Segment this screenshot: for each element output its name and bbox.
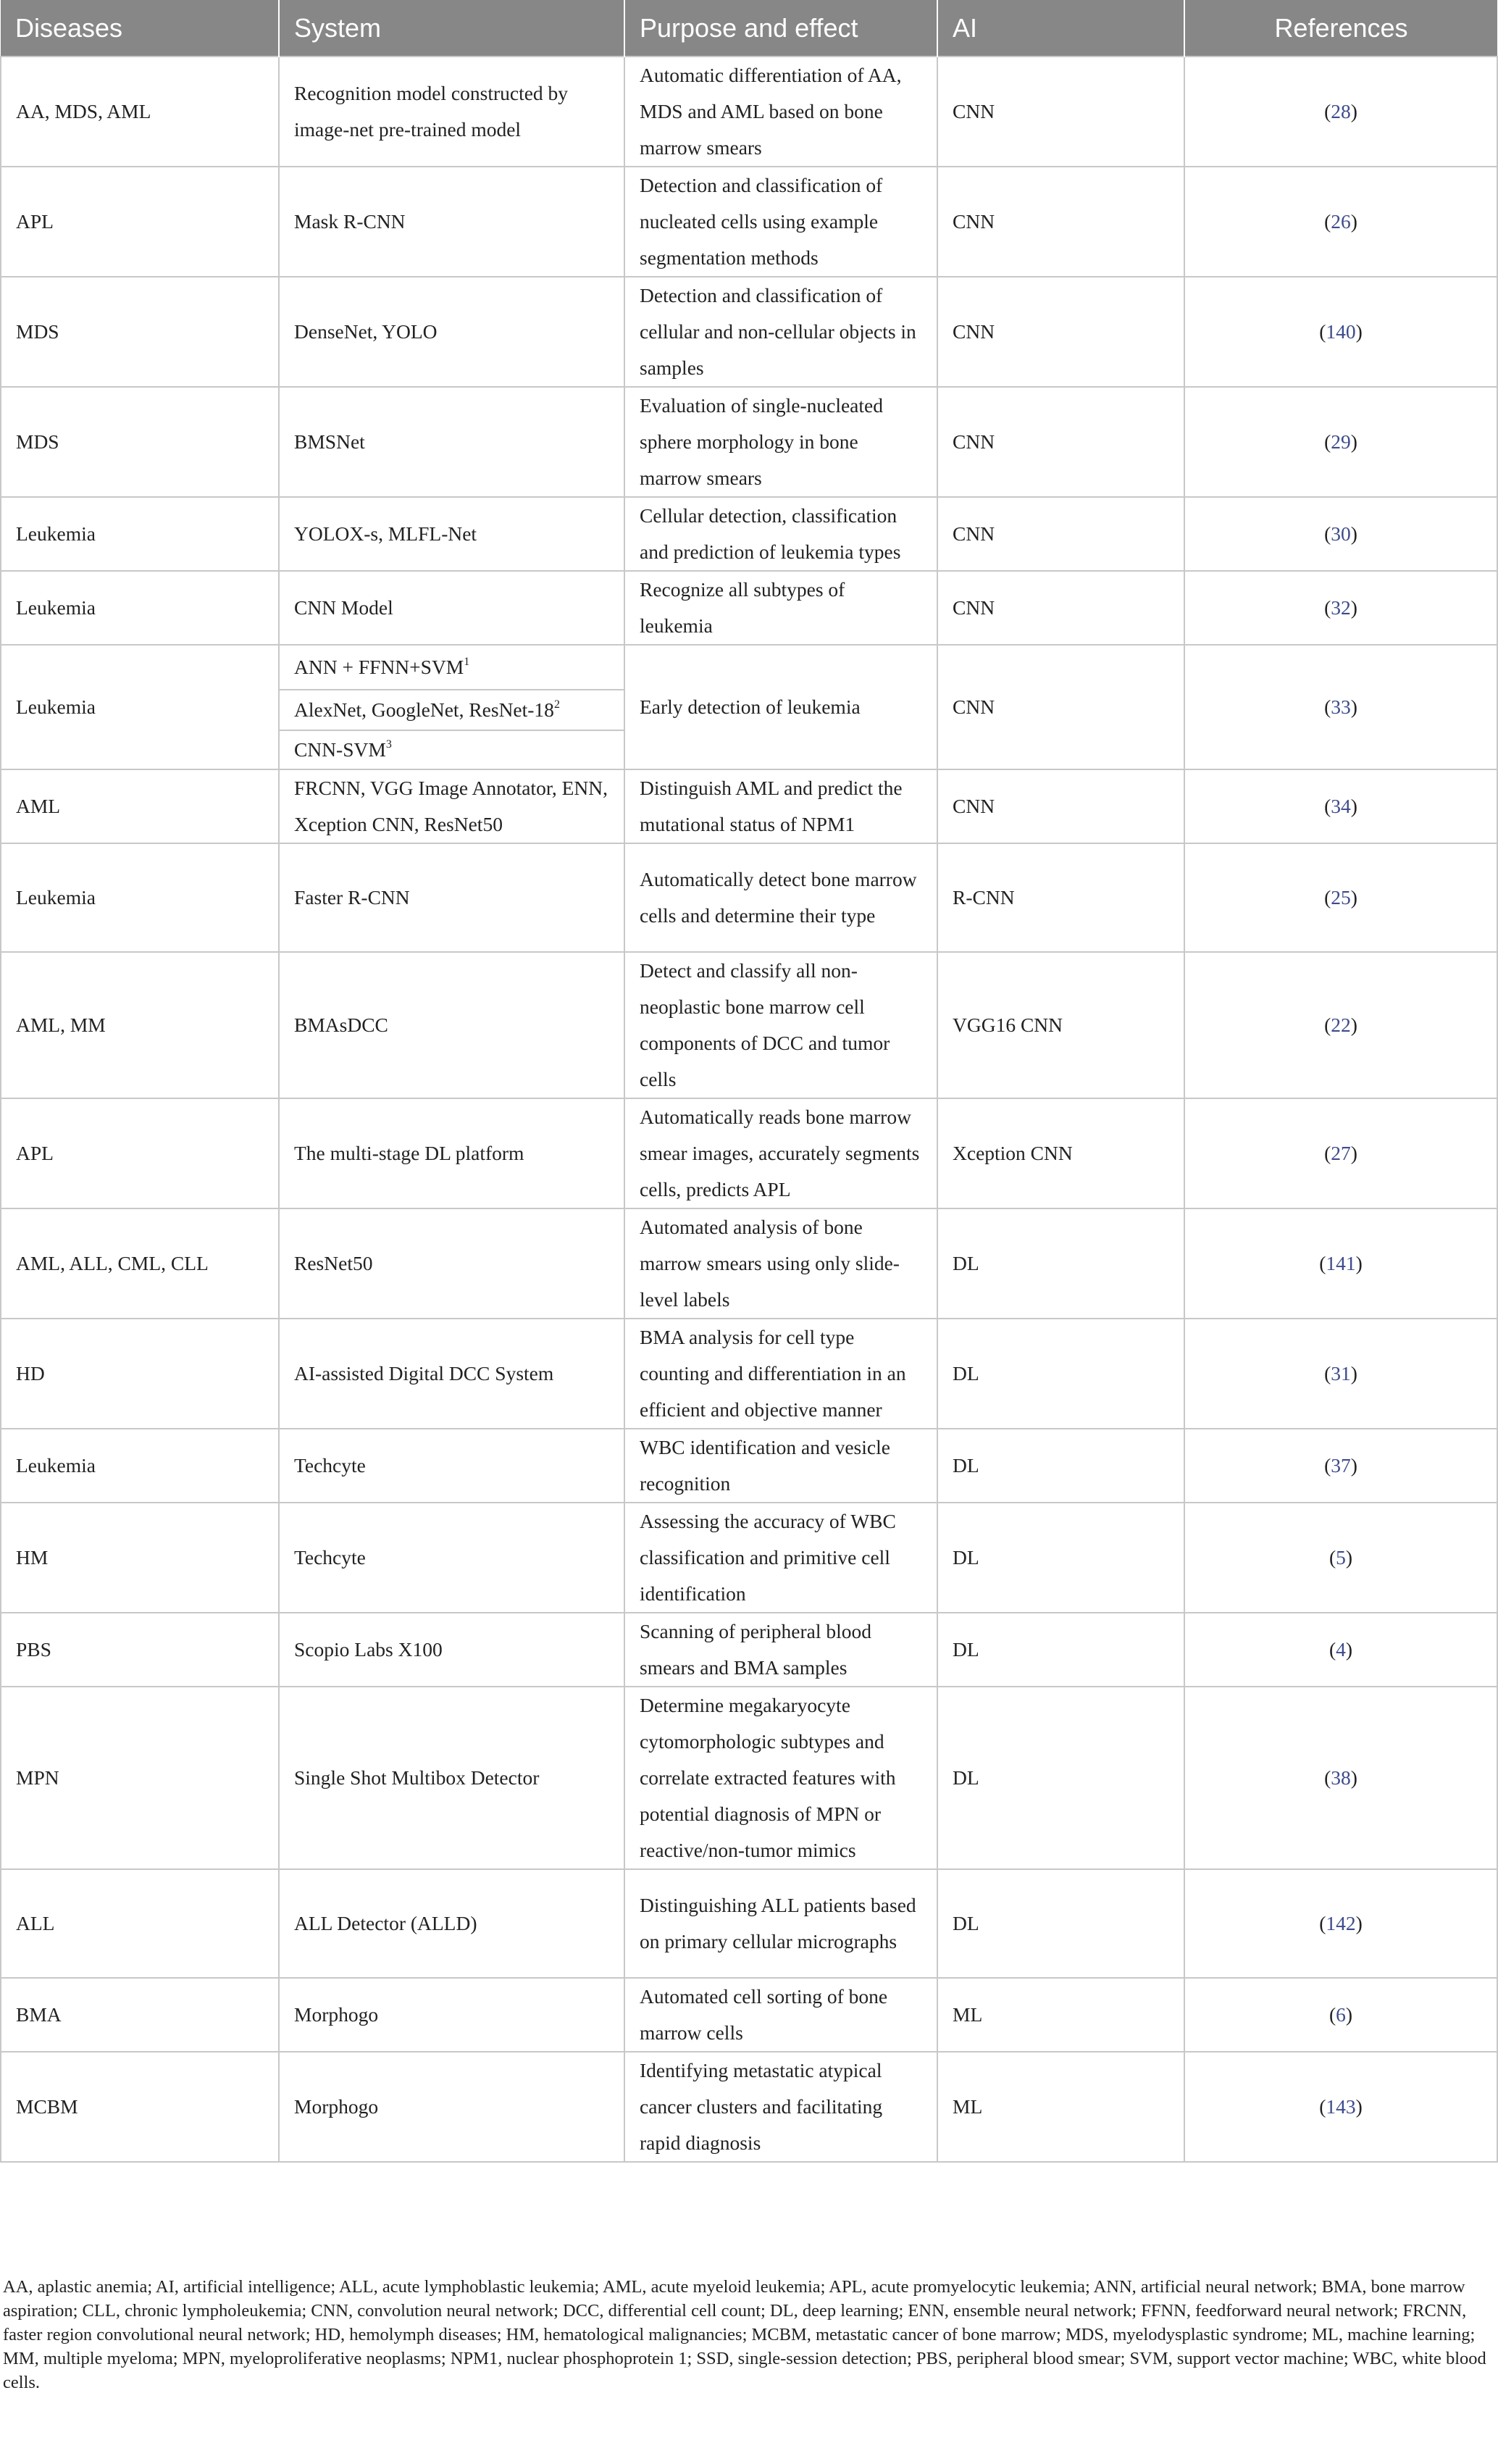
cell-ai: CNN <box>937 167 1184 277</box>
cell-ai: CNN <box>937 645 1184 769</box>
citation-link[interactable]: 28 <box>1331 100 1351 122</box>
system-text: The multi-stage DL platform <box>294 1142 524 1164</box>
cell-purpose: Automated cell sorting of bone marrow cells <box>624 1978 937 2052</box>
cell-system <box>279 1613 624 1687</box>
cell-purpose: Detection and classification of cellular and non-cellular objects in samples <box>624 277 937 387</box>
cell-system <box>279 690 624 730</box>
table-row <box>1 1429 1497 1503</box>
system-text: ANN + FFNN+SVM <box>294 656 464 678</box>
table-row <box>1 497 1497 571</box>
system-text: AlexNet, GoogleNet, ResNet-18 <box>294 698 554 721</box>
citation-link[interactable]: 4 <box>1336 1638 1346 1661</box>
cell-reference: (27) <box>1184 1098 1497 1208</box>
cell-ai: CNN <box>937 571 1184 645</box>
citation-link[interactable]: 38 <box>1331 1766 1351 1789</box>
cell-system <box>279 167 624 277</box>
cell-reference: (33) <box>1184 645 1497 769</box>
cell-ai: DL <box>937 1687 1184 1869</box>
cell-purpose: Determine megakaryocyte cytomorphologic subtypes and correlate extracted features with potential diagnosis of MPN or reactive/non-tumor mimics <box>624 1687 937 1869</box>
header-row <box>1 0 1497 57</box>
cell-reference: (26) <box>1184 167 1497 277</box>
system-text: Morphogo <box>294 2095 379 2118</box>
system-text: CNN Model <box>294 596 393 619</box>
citation-link[interactable]: 37 <box>1331 1454 1351 1477</box>
citation-link[interactable]: 141 <box>1326 1252 1356 1274</box>
cell-disease: PBS <box>1 1613 279 1687</box>
citation-link[interactable]: 26 <box>1331 210 1351 233</box>
cell-system <box>279 730 624 769</box>
system-text: YOLOX-s, MLFL-Net <box>294 522 477 545</box>
cell-disease: MCBM <box>1 2052 279 2162</box>
cell-purpose: Distinguishing ALL patients based on primary cellular micrographs <box>624 1869 937 1978</box>
cell-system <box>279 1503 624 1613</box>
table-body <box>1 57 1497 2162</box>
cell-disease: AML, ALL, CML, CLL <box>1 1208 279 1319</box>
cell-disease: Leukemia <box>1 497 279 571</box>
cell-ai: DL <box>937 1613 1184 1687</box>
system-text: CNN-SVM <box>294 738 386 761</box>
cell-disease: MDS <box>1 277 279 387</box>
table-row <box>1 645 1497 690</box>
system-text: BMSNet <box>294 430 365 453</box>
cell-disease: Leukemia <box>1 645 279 769</box>
citation-link[interactable]: 6 <box>1336 2003 1346 2026</box>
cell-reference: (38) <box>1184 1687 1497 1869</box>
cell-purpose: Detect and classify all non-neoplastic bone marrow cell components of DCC and tumor cells <box>624 952 937 1098</box>
cell-purpose: Assessing the accuracy of WBC classification and primitive cell identification <box>624 1503 937 1613</box>
table-row <box>1 2052 1497 2162</box>
cell-system <box>279 1869 624 1978</box>
table-row <box>1 952 1497 1098</box>
cell-ai: ML <box>937 2052 1184 2162</box>
cell-purpose: Early detection of leukemia <box>624 645 937 769</box>
cell-system <box>279 1978 624 2052</box>
cell-purpose: Automated analysis of bone marrow smears using only slide-level labels <box>624 1208 937 1319</box>
cell-reference: (6) <box>1184 1978 1497 2052</box>
system-text: Recognition model constructed by image-net pre-trained model <box>294 82 569 141</box>
cell-disease: HM <box>1 1503 279 1613</box>
citation-link[interactable]: 25 <box>1331 886 1351 909</box>
cell-disease: AML <box>1 769 279 843</box>
table-row <box>1 843 1497 952</box>
cell-disease: APL <box>1 167 279 277</box>
cell-ai: CNN <box>937 57 1184 167</box>
cell-ai: DL <box>937 1429 1184 1503</box>
cell-disease: Leukemia <box>1 843 279 952</box>
cell-purpose: BMA analysis for cell type counting and differentiation in an efficient and objective manner <box>624 1319 937 1429</box>
table-row <box>1 387 1497 497</box>
citation-link[interactable]: 31 <box>1331 1362 1351 1385</box>
system-text: Scopio Labs X100 <box>294 1638 443 1661</box>
cell-system <box>279 645 624 690</box>
cell-disease: ALL <box>1 1869 279 1978</box>
cell-system <box>279 843 624 952</box>
cell-system <box>279 769 624 843</box>
cell-disease: HD <box>1 1319 279 1429</box>
header-references: References <box>1184 0 1497 57</box>
cell-purpose: Automatically detect bone marrow cells and determine their type <box>624 843 937 952</box>
cell-reference: (22) <box>1184 952 1497 1098</box>
table-footnote: AA, aplastic anemia; AI, artificial intelligence; ALL, acute lymphoblastic leukemia; AML, acute myeloid leukemia; APL, acute promyelocytic leukemia; ANN, artificial neural network; BMA, bone marrow aspiration; CLL, chronic lympholeukemia; CNN, convolution neural network; DCC, differential cell count; DL, deep learning; ENN, ensemble neural network; FFNN, feedforward neural network; FRCNN, faster region convolutional neural network; HD, hemolymph diseases; HM, hematological malignancies; MCBM, metastatic cancer of bone marrow; MDS, myelodysplastic syndrome; ML, machine learning; MM, multiple myeloma; MPN, myeloproliferative neoplasms; NPM1, nuclear phosphoprotein 1; SSD, single-session detection; PBS, peripheral blood smear; SVM, support vector machine; WBC, white blood cells. <box>3 2277 1486 2392</box>
citation-link[interactable]: 29 <box>1331 430 1351 453</box>
cell-ai: CNN <box>937 277 1184 387</box>
table-row <box>1 1869 1497 1978</box>
cell-purpose: Distinguish AML and predict the mutational status of NPM1 <box>624 769 937 843</box>
cell-purpose: Cellular detection, classification and prediction of leukemia types <box>624 497 937 571</box>
citation-link[interactable]: 27 <box>1331 1142 1351 1164</box>
cell-system <box>279 571 624 645</box>
footnote-marker: 3 <box>385 738 392 751</box>
cell-system <box>279 57 624 167</box>
system-text: DenseNet, YOLO <box>294 320 438 343</box>
cell-ai: DL <box>937 1503 1184 1613</box>
cell-ai: DL <box>937 1208 1184 1319</box>
citation-link[interactable]: 5 <box>1336 1546 1346 1569</box>
table-row <box>1 769 1497 843</box>
system-text: ResNet50 <box>294 1252 373 1274</box>
cell-reference: (28) <box>1184 57 1497 167</box>
cell-reference: (141) <box>1184 1208 1497 1319</box>
citation-link[interactable]: 143 <box>1326 2095 1356 2118</box>
table-row <box>1 1208 1497 1319</box>
citation-link[interactable]: 140 <box>1326 320 1356 343</box>
cell-purpose: Scanning of peripheral blood smears and BMA samples <box>624 1613 937 1687</box>
table-row <box>1 1319 1497 1429</box>
header-system: System <box>279 0 624 57</box>
cell-ai: Xception CNN <box>937 1098 1184 1208</box>
system-text: ALL Detector (ALLD) <box>294 1912 477 1934</box>
header-ai: AI <box>937 0 1184 57</box>
cell-purpose: Automatic differentiation of AA, MDS and AML based on bone marrow smears <box>624 57 937 167</box>
cell-reference: (34) <box>1184 769 1497 843</box>
cell-system <box>279 1687 624 1869</box>
cell-system <box>279 277 624 387</box>
cell-disease: APL <box>1 1098 279 1208</box>
cell-system <box>279 387 624 497</box>
citation-link[interactable]: 142 <box>1326 1912 1356 1934</box>
cell-system <box>279 952 624 1098</box>
citation-link[interactable]: 34 <box>1331 795 1351 817</box>
cell-disease: AML, MM <box>1 952 279 1098</box>
cell-disease: AA, MDS, AML <box>1 57 279 167</box>
cell-ai: DL <box>937 1869 1184 1978</box>
cell-disease: Leukemia <box>1 571 279 645</box>
citation-link[interactable]: 33 <box>1331 696 1351 718</box>
cell-purpose: WBC identification and vesicle recognition <box>624 1429 937 1503</box>
system-text: FRCNN, VGG Image Annotator, ENN, Xception CNN, ResNet50 <box>294 777 608 835</box>
system-text: Morphogo <box>294 2003 379 2026</box>
cell-system <box>279 1208 624 1319</box>
cell-purpose: Identifying metastatic atypical cancer clusters and facilitating rapid diagnosis <box>624 2052 937 2162</box>
cell-ai: VGG16 CNN <box>937 952 1184 1098</box>
cell-system <box>279 1319 624 1429</box>
cell-reference: (140) <box>1184 277 1497 387</box>
cell-reference: (25) <box>1184 843 1497 952</box>
system-text: Techcyte <box>294 1454 366 1477</box>
cell-reference: (29) <box>1184 387 1497 497</box>
table-row <box>1 1687 1497 1869</box>
cell-system <box>279 1429 624 1503</box>
citation-link[interactable]: 30 <box>1331 522 1351 545</box>
header-diseases: Diseases <box>1 0 279 57</box>
cell-reference: (143) <box>1184 2052 1497 2162</box>
system-text: AI-assisted Digital DCC System <box>294 1362 554 1385</box>
table-row <box>1 1613 1497 1687</box>
cell-system <box>279 1098 624 1208</box>
cell-reference: (142) <box>1184 1869 1497 1978</box>
cell-system <box>279 497 624 571</box>
citation-link[interactable]: 32 <box>1331 596 1351 619</box>
system-text: BMAsDCC <box>294 1014 388 1036</box>
cell-purpose: Recognize all subtypes of leukemia <box>624 571 937 645</box>
footnote-marker: 2 <box>553 698 560 711</box>
cell-system <box>279 2052 624 2162</box>
cell-disease: MPN <box>1 1687 279 1869</box>
table-row <box>1 1098 1497 1208</box>
system-text: Faster R-CNN <box>294 886 410 909</box>
cell-disease: MDS <box>1 387 279 497</box>
footnote-marker: 1 <box>464 655 470 668</box>
cell-ai: ML <box>937 1978 1184 2052</box>
cell-disease: Leukemia <box>1 1429 279 1503</box>
table-row <box>1 571 1497 645</box>
cell-reference: (37) <box>1184 1429 1497 1503</box>
cell-reference: (31) <box>1184 1319 1497 1429</box>
table-row <box>1 277 1497 387</box>
header-purpose: Purpose and effect <box>624 0 937 57</box>
cell-ai: DL <box>937 1319 1184 1429</box>
table-row <box>1 1978 1497 2052</box>
cell-reference: (30) <box>1184 497 1497 571</box>
system-text: Techcyte <box>294 1546 366 1569</box>
cell-ai: CNN <box>937 387 1184 497</box>
cell-purpose: Automatically reads bone marrow smear images, accurately segments cells, predicts APL <box>624 1098 937 1208</box>
cell-reference: (32) <box>1184 571 1497 645</box>
table-row <box>1 57 1497 167</box>
cell-reference: (5) <box>1184 1503 1497 1613</box>
cell-ai: CNN <box>937 769 1184 843</box>
cell-purpose: Detection and classification of nucleated cells using example segmentation methods <box>624 167 937 277</box>
cell-ai: R-CNN <box>937 843 1184 952</box>
cell-reference: (4) <box>1184 1613 1497 1687</box>
system-text: Mask R-CNN <box>294 210 406 233</box>
cell-ai: CNN <box>937 497 1184 571</box>
cell-disease: BMA <box>1 1978 279 2052</box>
citation-link[interactable]: 22 <box>1331 1014 1351 1036</box>
table-row <box>1 1503 1497 1613</box>
system-text: Single Shot Multibox Detector <box>294 1766 540 1789</box>
table-row <box>1 167 1497 277</box>
cell-purpose: Evaluation of single-nucleated sphere morphology in bone marrow smears <box>624 387 937 497</box>
